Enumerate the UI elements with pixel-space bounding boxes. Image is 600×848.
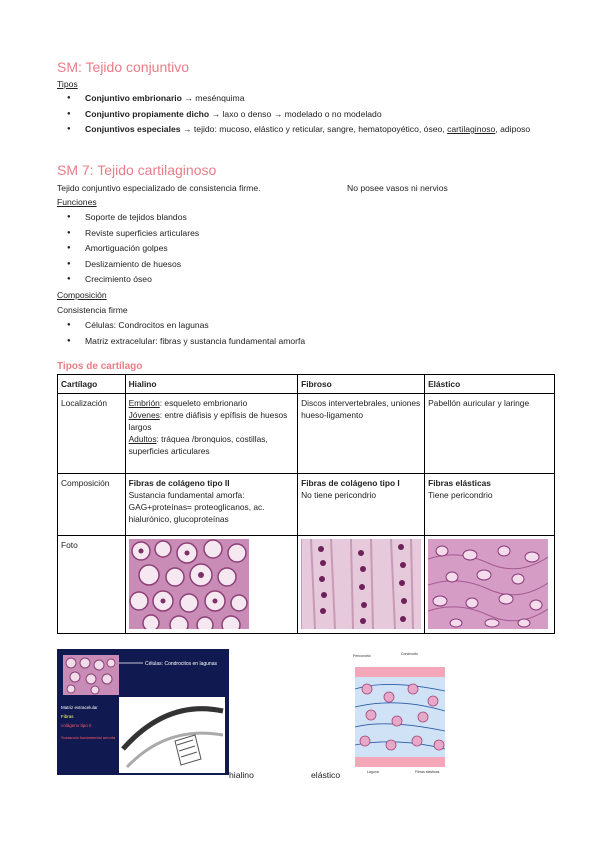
list-item: ● Reviste superficies articulares	[57, 226, 547, 242]
hyaline-micrograph-image	[129, 539, 249, 629]
diagram-label-matriz: Matriz extracelular	[61, 705, 98, 710]
list-item: ● Conjuntivos especiales → tejido: mucoso, elástico y reticular, sangre, hematopoyético, óseo, cartilaginoso, adiposo	[57, 122, 547, 137]
hyaline-diagram-image	[57, 649, 229, 775]
funciones-label: Funciones	[57, 197, 97, 207]
fibrous-micrograph-image	[301, 539, 421, 629]
caption-elastico: elástico	[311, 770, 341, 780]
section-title-conjuntivo: SM: Tejido conjuntivo	[57, 59, 190, 75]
row-label-foto: Foto	[58, 536, 126, 634]
composicion-label: Composición	[57, 290, 107, 300]
header-cartilago: Cartílago	[58, 375, 126, 394]
diagram-label-fibras-elasticas: Fibras elásticas	[415, 770, 440, 774]
header-elastico: Elástico	[425, 375, 555, 394]
fibroso-composicion: Fibras de colágeno tipo I No tiene pericondrio	[298, 474, 425, 536]
fibroso-photo-cell	[298, 536, 425, 634]
diagram-label-colageno: colágeno tipo II	[61, 723, 92, 728]
intro-text: Tejido conjuntivo especializado de consistencia firme.	[57, 183, 261, 193]
diagram-label-pericondrio: Pericondrio	[353, 654, 371, 658]
hialino-localizacion: Embrión: esqueleto embrionario Jóvenes: entre diáfisis y epífisis de huesos largos Adultos: tráquea /bronquios, costillas, superficies articulares	[125, 394, 297, 474]
diagram-label-laguna: Laguna	[367, 770, 379, 774]
diagram-label-lagunas: Células: Condrocitos en lagunas	[145, 661, 217, 667]
row-label-composicion: Composición	[58, 474, 126, 536]
elastic-micrograph-image	[428, 539, 548, 629]
list-item: ● Matriz extracelular: fibras y sustancia fundamental amorfa	[57, 334, 547, 350]
caption-hialino: hialino	[229, 770, 254, 780]
intro-right-text: No posee vasos ni nervios	[347, 183, 448, 193]
elastico-localizacion: Pabellón auricular y laringe	[425, 394, 555, 474]
tipos-list	[57, 91, 547, 137]
consistencia-text: Consistencia firme	[57, 305, 128, 315]
diagram-label-condrocito: Condrocito	[401, 652, 418, 656]
elastico-photo-cell	[425, 536, 555, 634]
table-row	[58, 474, 555, 536]
composicion-list	[57, 318, 547, 349]
list-item: ● Amortiguación golpes	[57, 241, 547, 257]
diagram-label-fibras: Fibras	[61, 714, 74, 719]
list-item: ● Crecimiento óseo	[57, 272, 547, 288]
header-hialino: Hialino	[125, 375, 297, 394]
fibroso-localizacion: Discos intervertebrales, uniones hueso-ligamento	[298, 394, 425, 474]
cartilage-table	[57, 374, 555, 634]
table-row	[58, 536, 555, 634]
diagram-label-sustancia: Sustancia fundamental amorfa	[61, 735, 116, 740]
list-item: ● Conjuntivo embrionario → mesénquima	[57, 91, 547, 107]
list-item: ● Conjuntivo propiamente dicho → laxo o denso → modelado o no modelado	[57, 107, 547, 123]
list-item: ● Soporte de tejidos blandos	[57, 210, 547, 226]
row-label-localizacion: Localización	[58, 394, 126, 474]
funciones-list	[57, 210, 547, 288]
tipos-cartilago-title: Tipos de cartílago	[57, 361, 143, 372]
section-title-cartilaginoso: SM 7: Tejido cartilaginoso	[57, 162, 217, 178]
table-header-row	[58, 375, 555, 394]
tipos-label: Tipos	[57, 79, 78, 89]
elastico-composicion: Fibras elásticas Tiene pericondrio	[425, 474, 555, 536]
elastic-diagram-image	[347, 649, 457, 775]
table-row	[58, 394, 555, 474]
list-item: ● Deslizamiento de huesos	[57, 257, 547, 273]
list-item: ● Células: Condrocitos en lagunas	[57, 318, 547, 334]
hialino-composicion: Fibras de colágeno tipo II Sustancia fundamental amorfa: GAG+proteínas= proteoglicanos, ac. hialurónico, glucoproteínas	[125, 474, 297, 536]
header-fibroso: Fibroso	[298, 375, 425, 394]
hialino-photo-cell	[125, 536, 297, 634]
